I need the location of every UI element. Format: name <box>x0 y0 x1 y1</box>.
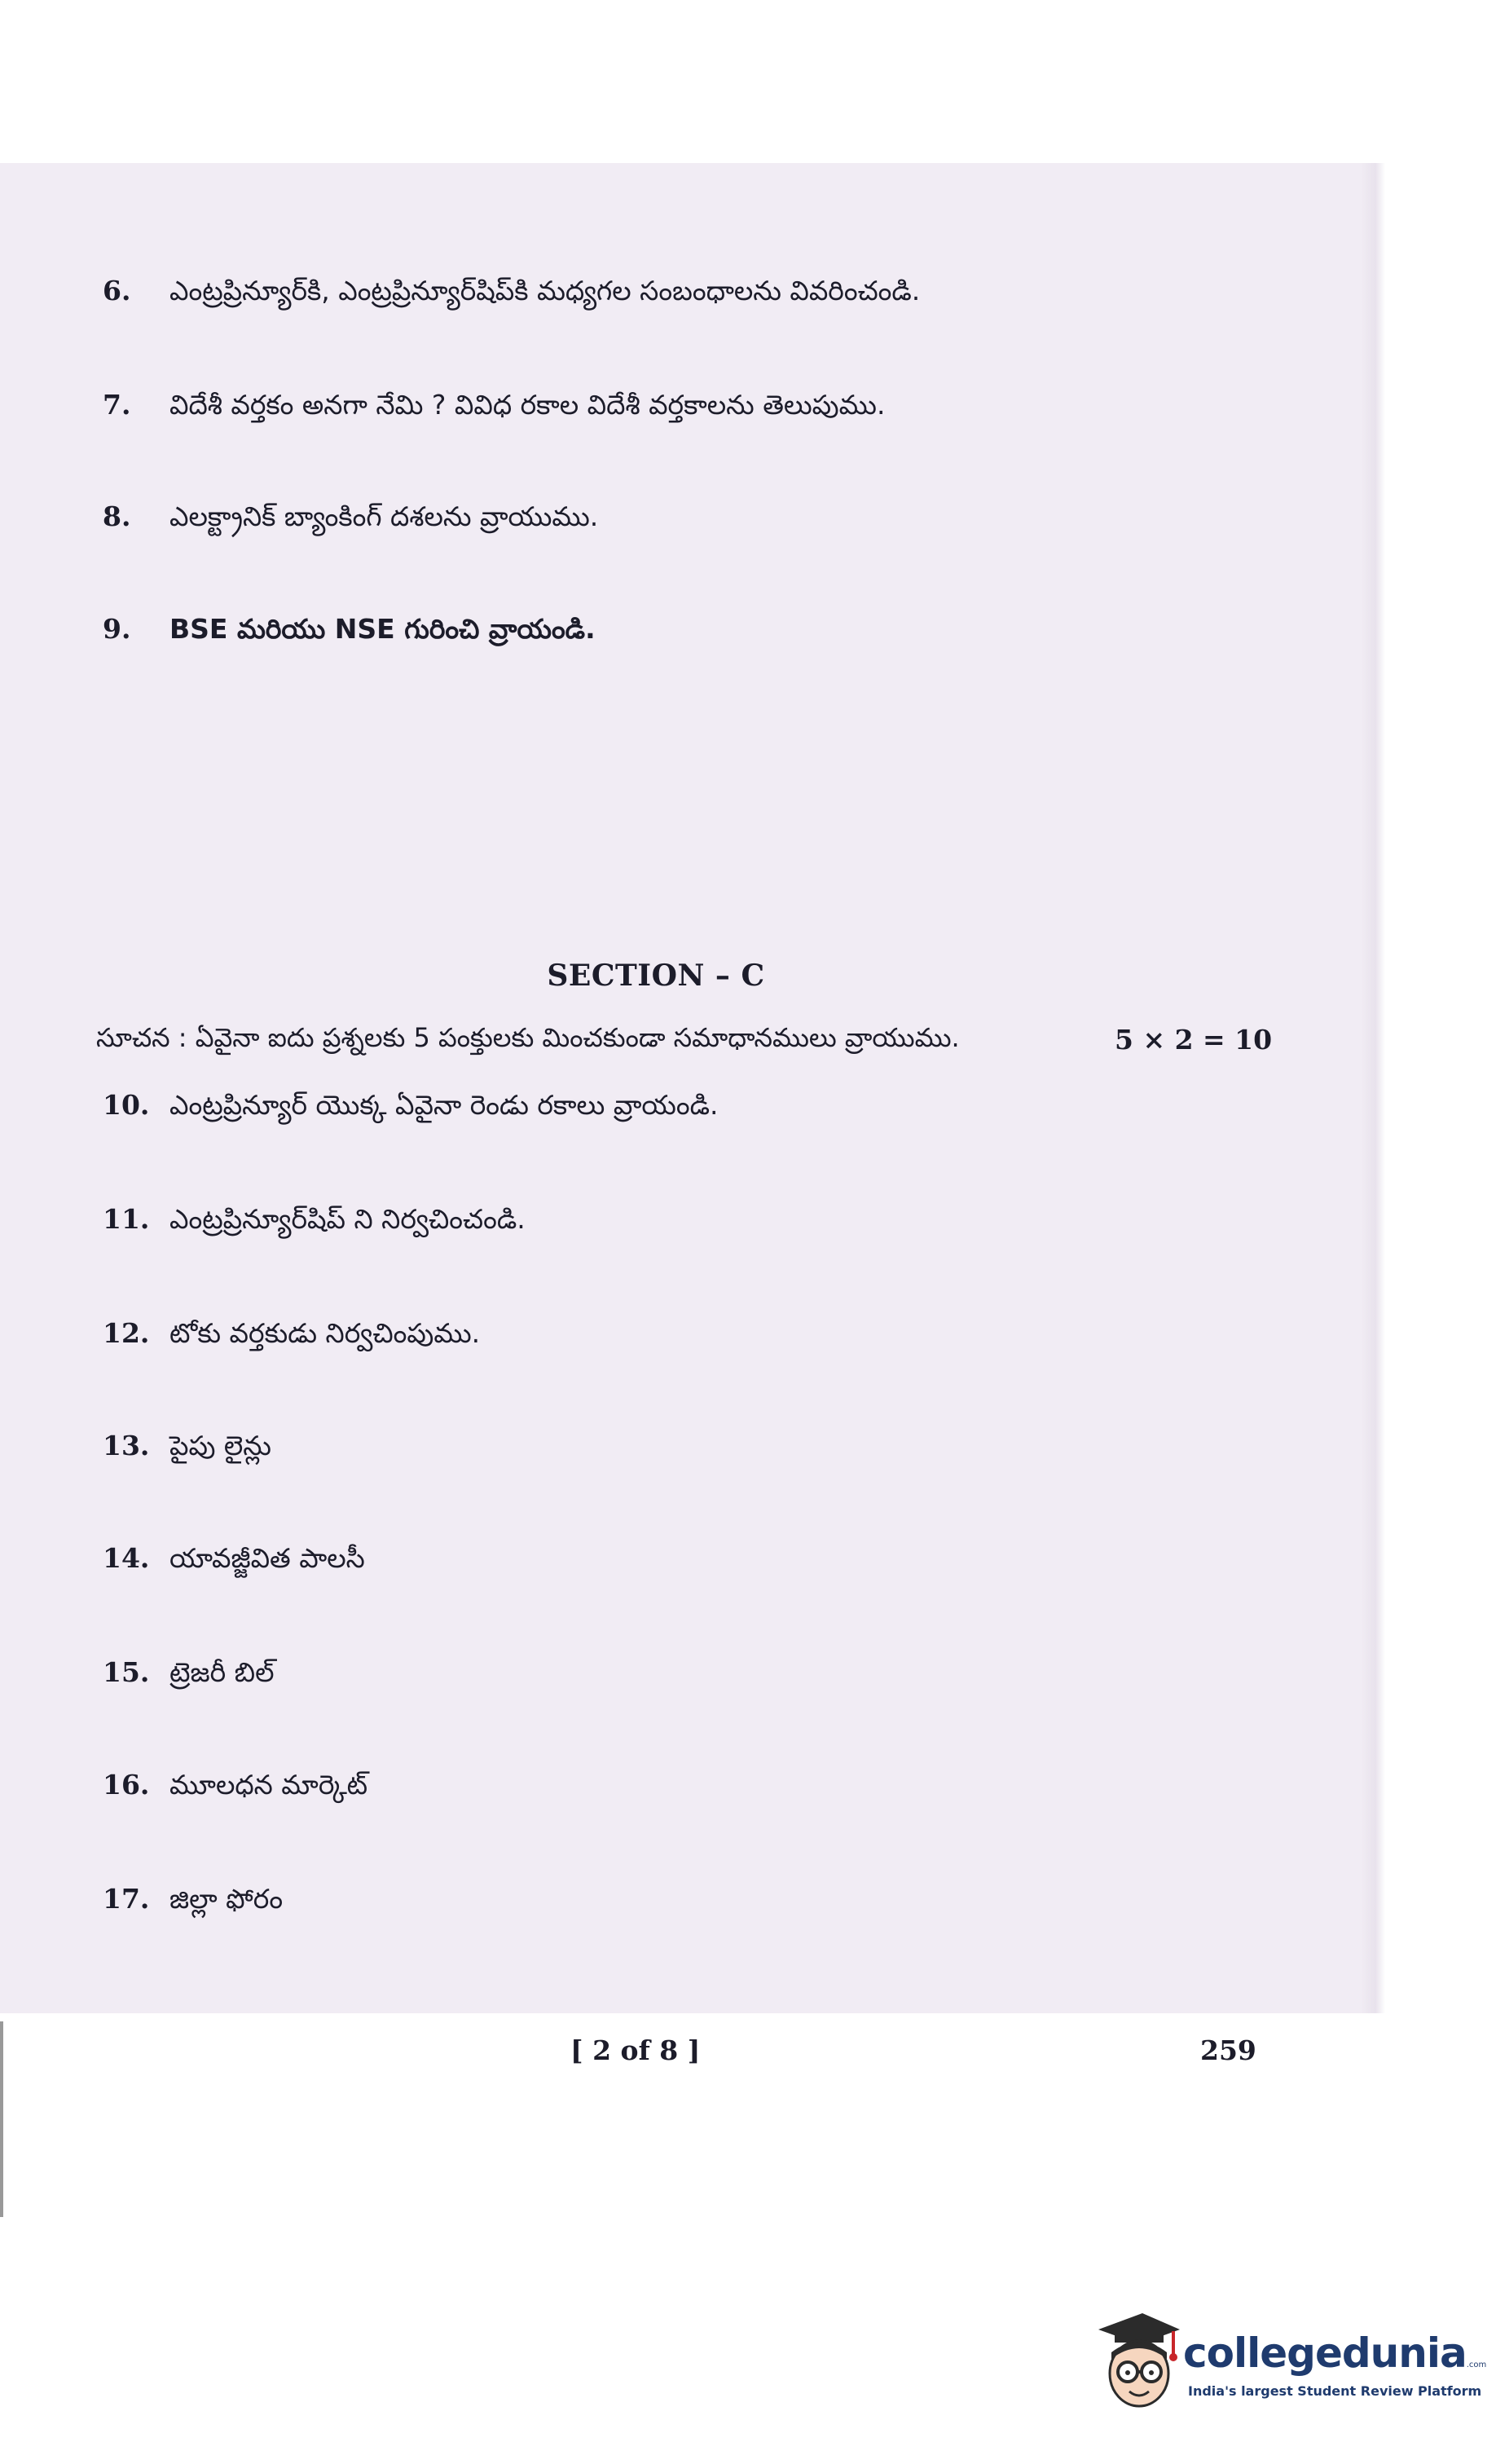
section-marks: 5 × 2 = 10 <box>1115 1024 1273 1056</box>
question-text: యావజ్జీవిత పాలసీ <box>169 1542 365 1574</box>
scan-edge-mark <box>0 2021 20 2217</box>
question-16 <box>103 1769 367 1801</box>
logo-name-text: collegedunia <box>1183 2330 1467 2377</box>
section-instruction: సూచన : ఏవైనా ఐదు ప్రశ్నలకు 5 పంక్తులకు మించకుండా సమాధానములు వ్రాయుము. <box>96 1022 960 1053</box>
question-text: ట్రెజరీ బిల్ <box>169 1656 275 1688</box>
question-number: 10. <box>103 1089 150 1121</box>
collegedunia-logo <box>1092 2307 1487 2413</box>
question-number: 17. <box>103 1883 150 1915</box>
question-13 <box>103 1430 271 1462</box>
question-10 <box>103 1089 719 1122</box>
question-11 <box>103 1203 526 1236</box>
page-indicator: [ 2 of 8 ] <box>570 2034 701 2066</box>
question-17 <box>103 1883 283 1915</box>
question-text: జిల్లా ఫోరం <box>169 1883 284 1915</box>
question-number: 15. <box>103 1656 150 1688</box>
question-number: 6. <box>103 275 131 306</box>
question-text: ఎలక్ట్రానిక్ బ్యాంకింగ్ దశలను వ్రాయుము. <box>169 500 599 532</box>
question-text: మూలధన మార్కెట్ <box>169 1769 368 1801</box>
logo-wordmark <box>1183 2330 1486 2377</box>
question-number: 12. <box>103 1317 150 1349</box>
question-text: ఎంట్రప్రిన్యూర్‌కి, ఎంట్రప్రిన్యూర్‌షిప్‌కి మధ్యగల సంబంధాలను వివరించండి. <box>169 275 921 306</box>
question-number: 13. <box>103 1430 150 1461</box>
question-text: BSE మరియు NSE గురించి వ్రాయండి. <box>169 613 596 645</box>
question-text: టోకు వర్తకుడు నిర్వచింపుము. <box>169 1317 481 1349</box>
question-text: ఎంట్రప్రిన్యూర్ యొక్క ఏవైనా రెండు రకాలు వ్రాయండి. <box>169 1089 719 1121</box>
question-number: 11. <box>103 1203 150 1235</box>
question-text: పైపు లైన్లు <box>169 1430 271 1461</box>
logo-tagline: India's largest Student Review Platform <box>1188 2383 1482 2399</box>
question-14 <box>103 1542 365 1575</box>
question-number: 8. <box>103 500 131 532</box>
question-6 <box>103 275 920 307</box>
question-number: 14. <box>103 1542 150 1574</box>
question-number: 7. <box>103 389 131 421</box>
question-15 <box>103 1656 275 1689</box>
logo-suffix: .com <box>1466 2360 1487 2369</box>
question-7 <box>103 389 885 421</box>
question-9 <box>103 613 596 646</box>
question-text: ఎంట్రప్రిన్యూర్‌షిప్ ని నిర్వచించండి. <box>169 1203 526 1235</box>
section-title: SECTION – C <box>547 959 765 993</box>
paper-code: 259 <box>1200 2034 1256 2066</box>
exam-page <box>0 163 1377 2066</box>
question-8 <box>103 500 598 533</box>
question-text: విదేశీ వర్తకం అనగా నేమి ? వివిధ రకాల విదేశీ వర్తకాలను తెలుపుము. <box>169 389 886 421</box>
student-mascot-icon <box>1092 2307 1181 2413</box>
question-number: 9. <box>103 613 131 645</box>
question-12 <box>103 1317 480 1350</box>
question-number: 16. <box>103 1769 150 1801</box>
